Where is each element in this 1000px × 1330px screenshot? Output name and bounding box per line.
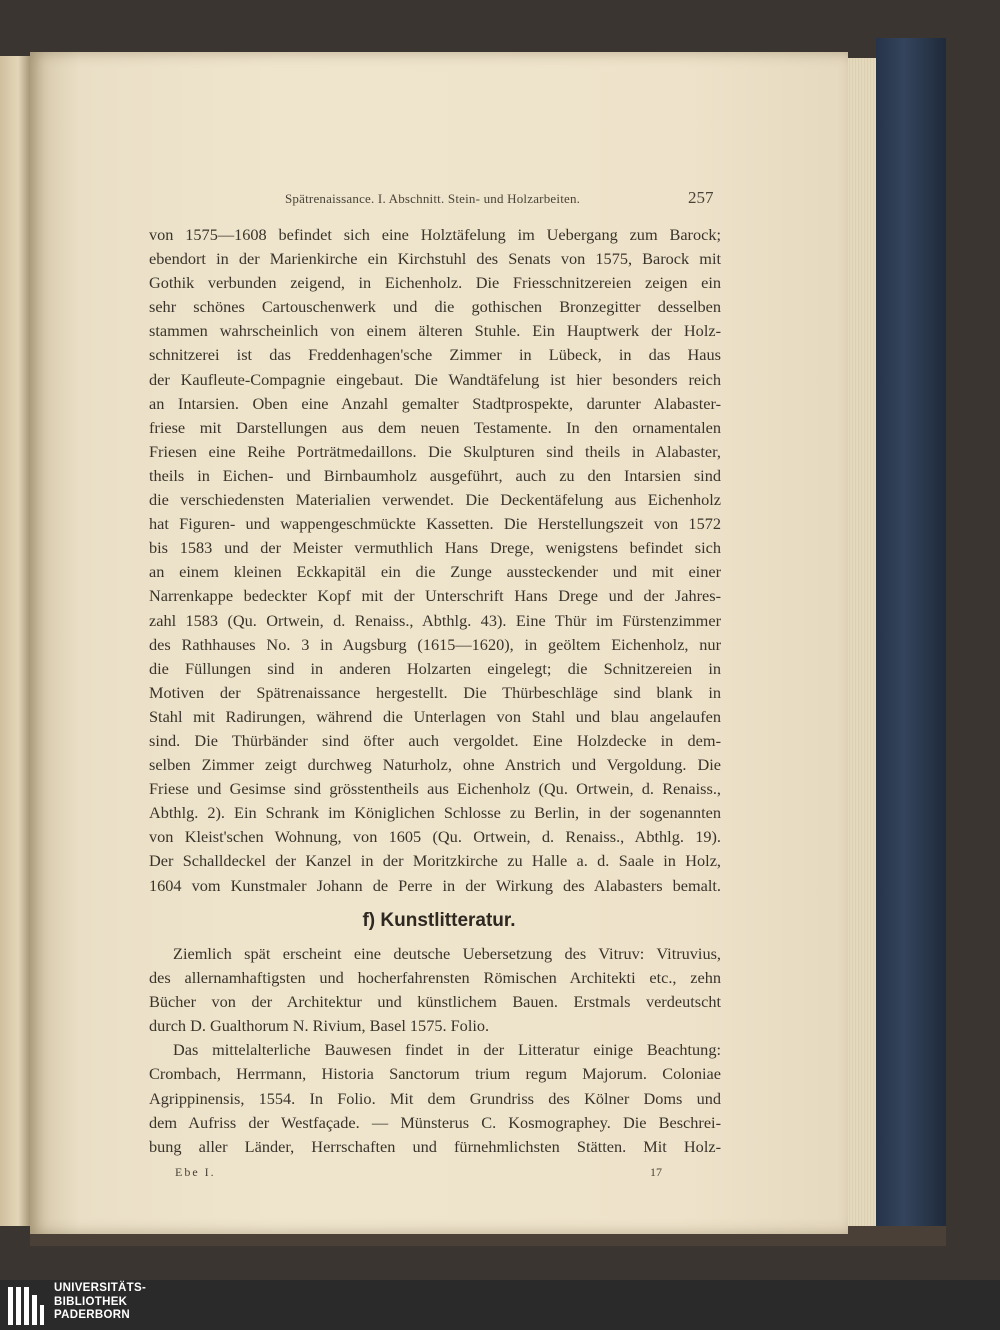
paragraph-1 <box>149 223 721 898</box>
text-line: von Kleist'schen Wohnung, von 1605 (Qu. Ortwein, d. Renaiss., Abthlg. 19). <box>149 827 721 847</box>
text-line: an Intarsien. Oben eine Anzahl gemalter Stadtprospekte, darunter Alabaster- <box>149 393 721 413</box>
text-line: Abthlg. 2). Ein Schrank im Königlichen Schlosse zu Berlin, in der sogenannten <box>149 803 721 823</box>
text-line: stammen wahrscheinlich von einem älteren Stuhle. Ein Hauptwerk der Holz- <box>149 321 721 341</box>
text-line: Der Schalldeckel der Kanzel in der Moritzkirche zu Halle a. d. Saale in Holz, <box>149 851 721 871</box>
text-line: Crombach, Herrmann, Historia Sanctorum trium regum Majorum. Coloniae <box>149 1064 721 1084</box>
text-line: Narrenkappe bedeckter Kopf mit der Unterschrift Hans Drege und der Jahres- <box>149 586 721 606</box>
left-page-edge <box>0 56 30 1226</box>
text-line: dem Aufriss der Westfaçade. — Münsterus C. Kosmographey. Die Beschrei- <box>149 1112 721 1132</box>
text-line: bis 1583 und der Meister vermuthlich Hans Drege, wenigstens befindet sich <box>149 538 721 558</box>
text-line: Agrippinensis, 1554. In Folio. Mit dem Grundriss des Kölner Doms und <box>149 1088 721 1108</box>
text-line: an einem kleinen Eckkapitäl ein die Zunge aussteckender und mit einer <box>149 562 721 582</box>
library-footer <box>0 1280 1000 1330</box>
text-line: bung aller Länder, Herrschaften und fürnehmlichsten Stätten. Mit Holz- <box>149 1136 721 1156</box>
book-cover <box>876 38 946 1243</box>
text-line: Friesen eine Reihe Porträtmedaillons. Die Skulpturen sind theils in Alabaster, <box>149 441 721 461</box>
text-line: sehr schönes Cartouschenwerk und die gothischen Bronzegitter desselben <box>149 297 721 317</box>
section-heading: f) Kunstlitteratur. <box>362 910 516 931</box>
text-line: friese mit Darstellungen aus dem neuen Testamente. In den ornamentalen <box>149 417 721 437</box>
text-line: Das mittelalterliche Bauwesen findet in der Litteratur einige Beachtung: <box>173 1040 721 1060</box>
library-name-line: BIBLIOTHEK <box>54 1295 128 1308</box>
sheet-number: 17 <box>650 1165 662 1179</box>
text-line: der Kaufleute-Compagnie eingebaut. Die Wandtäfelung ist hier besonders reich <box>149 369 721 389</box>
text-line: hat Figuren- und wappengeschmückte Kassetten. Die Herstellungszeit von 1572 <box>149 514 721 534</box>
library-name <box>54 1282 146 1323</box>
book-page <box>30 52 848 1234</box>
text-line: ebendort in der Marienkirche ein Kirchstuhl des Senats von 1575, Barock mit <box>149 249 721 269</box>
text-line: Stahl mit Radirungen, während die Unterlagen von Stahl und blau angelaufen <box>149 706 721 726</box>
page-edges <box>848 58 876 1228</box>
text-line: theils in Eichen- und Birnbaumholz ausgeführt, auch zu den Intarsien sind <box>149 465 721 485</box>
running-head: Spätrenaissance. I. Abschnitt. Stein- und Holzarbeiten. <box>285 191 581 206</box>
library-logo-icon <box>6 1285 46 1327</box>
page-number: 257 <box>688 188 714 207</box>
text-line: Friese und Gesimse sind grösstentheils aus Eichenholz (Qu. Ortwein, d. Renaiss., <box>149 779 721 799</box>
text-line: des allernamhaftigsten und hocherfahrensten Römischen Architekti etc., zehn <box>149 968 721 988</box>
text-line: zahl 1583 (Qu. Ortwein, d. Renaiss., Abthlg. 43). Eine Thür im Fürstenzimmer <box>149 610 721 630</box>
text-line: die verschiedensten Materialien verwendet. Die Deckentäfelung aus Eichenholz <box>149 490 721 510</box>
text-line: Motiven der Spätrenaissance hergestellt. Die Thürbeschläge sind blank in <box>149 682 721 702</box>
library-name-line: PADERBORN <box>54 1309 130 1321</box>
text-line: des Rathhauses No. 3 in Augsburg (1615—1620), in geöltem Eichenholz, nur <box>149 634 721 654</box>
text-line: 1604 vom Kunstmaler Johann de Perre in der Wirkung des Alabasters bemalt. <box>149 875 721 895</box>
text-line: schnitzerei ist das Freddenhagen'sche Zimmer in Lübeck, in das Haus <box>149 345 721 365</box>
library-name-line: UNIVERSITÄTS- <box>54 1282 147 1294</box>
text-line: von 1575—1608 befindet sich eine Holztäfelung im Uebergang zum Barock; <box>149 225 721 244</box>
text-line: die Füllungen sind in anderen Holzarten eingelegt; die Schnitzereien in <box>149 658 721 678</box>
text-line: durch D. Gualthorum N. Rivium, Basel 1575. Folio. <box>149 1016 490 1036</box>
text-line: Gothik verbunden zeigend, in Eichenholz. Die Friesschnitzereien zeigen ein <box>149 273 721 293</box>
signature-mark: Ebe I. <box>175 1165 216 1179</box>
paragraph-2-3 <box>149 942 721 1159</box>
text-line: selben Zimmer zeigt durchweg Naturholz, ohne Anstrich und Vergoldung. Die <box>149 755 721 775</box>
text-line: Ziemlich spät erscheint eine deutsche Uebersetzung des Vitruv: Vitruvius, <box>173 944 721 963</box>
text-line: Bücher von der Architektur und künstlichem Bauen. Erstmals verdeutscht <box>149 992 721 1012</box>
text-line: sind. Die Thürbänder sind öfter auch vergoldet. Eine Holzdecke in dem- <box>149 730 721 750</box>
